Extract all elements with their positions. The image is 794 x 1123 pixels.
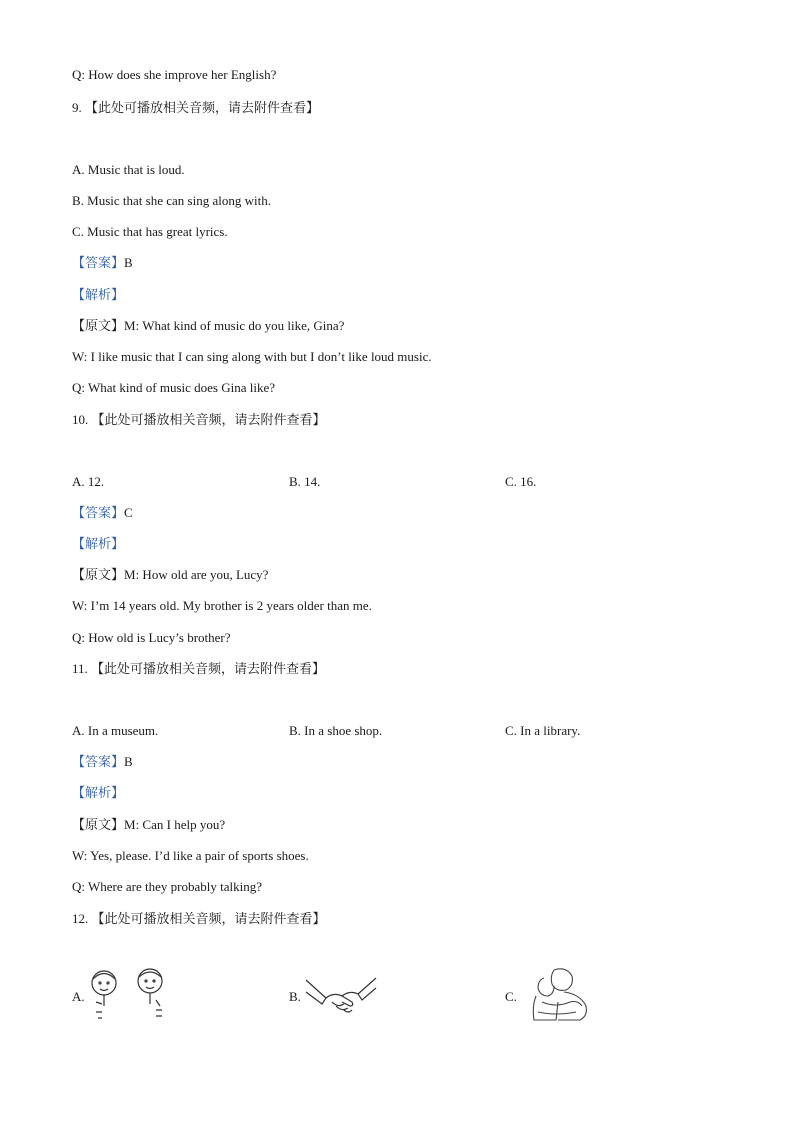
original-tag: 【原文】 bbox=[72, 818, 125, 833]
transcript-text: M: How old are you, Lucy? bbox=[124, 567, 269, 582]
q12-number: 12. bbox=[72, 911, 89, 926]
q11-number: 11. bbox=[72, 661, 88, 676]
analysis-tag: 【解析】 bbox=[72, 288, 125, 303]
q10-option-a: A. 12. bbox=[72, 474, 105, 489]
q10-audio-note: 【此处可播放相关音频，请去附件查看】 bbox=[91, 413, 326, 428]
q10-transcript-1 bbox=[72, 566, 268, 585]
q12-option-b-label: B. bbox=[289, 989, 301, 1004]
q11-option-c: C. In a library. bbox=[505, 723, 581, 738]
transcript-text: M: What kind of music do you like, Gina? bbox=[124, 318, 345, 333]
q9-answer bbox=[72, 254, 133, 273]
q9-transcript-3: Q: What kind of music does Gina like? bbox=[72, 380, 276, 395]
q9-transcript-1 bbox=[72, 317, 344, 336]
q12-option-c-label: C. bbox=[505, 989, 517, 1004]
answer-value: B bbox=[124, 255, 133, 270]
q10-transcript-3: Q: How old is Lucy’s brother? bbox=[72, 630, 231, 645]
original-tag: 【原文】 bbox=[72, 319, 125, 334]
q10-answer bbox=[72, 504, 133, 523]
q9-option-b: B. Music that she can sing along with. bbox=[72, 193, 271, 208]
q9-analysis bbox=[72, 286, 124, 305]
q10-option-b: B. 14. bbox=[289, 474, 321, 489]
answer-tag: 【答案】 bbox=[72, 256, 125, 271]
analysis-tag: 【解析】 bbox=[72, 537, 125, 552]
q9-audio-note: 【此处可播放相关音频，请去附件查看】 bbox=[85, 101, 320, 116]
q10-header bbox=[72, 411, 326, 430]
q12-option-a-label: A. bbox=[72, 989, 85, 1004]
q9-header bbox=[72, 99, 319, 118]
transcript-text: M: Can I help you? bbox=[124, 817, 226, 832]
two-boys-talking-icon bbox=[86, 966, 170, 1024]
q9-number: 9. bbox=[72, 100, 82, 115]
answer-tag: 【答案】 bbox=[72, 506, 125, 521]
q11-transcript-1 bbox=[72, 816, 225, 835]
q12-header bbox=[72, 910, 326, 929]
analysis-tag: 【解析】 bbox=[72, 786, 125, 801]
q9-option-c: C. Music that has great lyrics. bbox=[72, 224, 228, 239]
q10-analysis bbox=[72, 535, 124, 554]
q8-question: Q: How does she improve her English? bbox=[72, 67, 277, 82]
q10-transcript-2: W: I’m 14 years old. My brother is 2 years older than me. bbox=[72, 598, 372, 613]
q9-transcript-2: W: I like music that I can sing along with but I don’t like loud music. bbox=[72, 349, 432, 364]
q11-header bbox=[72, 660, 325, 679]
q11-analysis bbox=[72, 784, 124, 803]
q11-option-b: B. In a shoe shop. bbox=[289, 723, 383, 738]
answer-value: B bbox=[124, 754, 133, 769]
q11-answer bbox=[72, 753, 133, 772]
q10-number: 10. bbox=[72, 412, 89, 427]
hugging-people-icon bbox=[526, 966, 592, 1024]
answer-tag: 【答案】 bbox=[72, 755, 125, 770]
q11-option-a: A. In a museum. bbox=[72, 723, 159, 738]
q11-transcript-2: W: Yes, please. I’d like a pair of sports shoes. bbox=[72, 848, 309, 863]
q10-option-c: C. 16. bbox=[505, 474, 537, 489]
q11-transcript-3: Q: Where are they probably talking? bbox=[72, 879, 262, 894]
original-tag: 【原文】 bbox=[72, 568, 125, 583]
q11-audio-note: 【此处可播放相关音频，请去附件查看】 bbox=[91, 662, 326, 677]
q9-option-a: A. Music that is loud. bbox=[72, 162, 185, 177]
answer-value: C bbox=[124, 505, 133, 520]
handshake-icon bbox=[304, 972, 378, 1018]
q12-audio-note: 【此处可播放相关音频，请去附件查看】 bbox=[91, 912, 326, 927]
